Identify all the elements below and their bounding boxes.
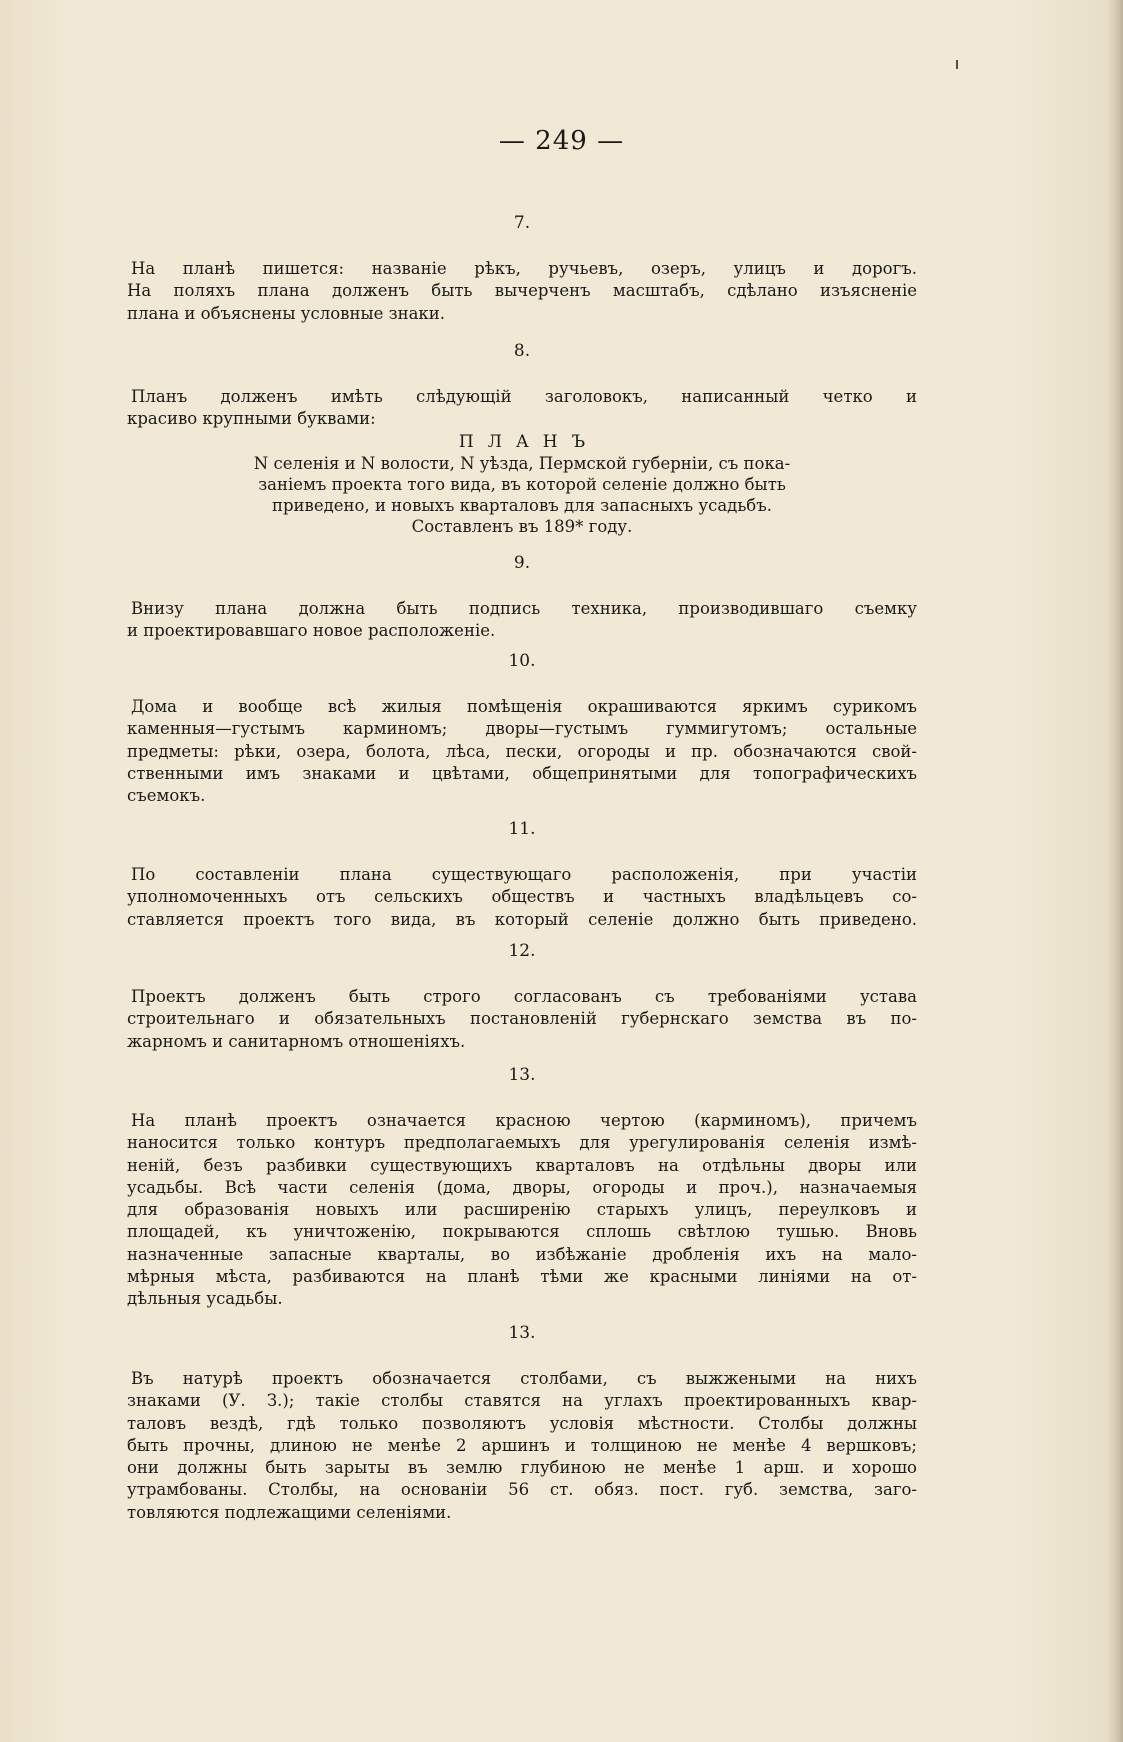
paragraph-line: ственными имъ знаками и цвѣтами, общепринятыми для топографическихъ xyxy=(127,763,917,783)
section-number: 12. xyxy=(508,941,536,961)
paragraph-line: и проектировавшаго новое расположеніе. xyxy=(127,621,496,641)
section-paragraph xyxy=(127,986,917,1053)
paragraph-line: товляются подлежащими селеніями. xyxy=(127,1502,452,1522)
paragraph-line: неній, безъ разбивки существующихъ кварталовъ на отдѣльны дворы или xyxy=(127,1155,917,1175)
paragraph-line: Проектъ долженъ быть строго согласованъ съ требованіями устава xyxy=(131,987,917,1006)
section-9 xyxy=(127,550,917,648)
section-12 xyxy=(127,938,917,1062)
paragraph-line: назначенные запасные кварталы, во избѣжаніе дробленія ихъ на мало- xyxy=(127,1244,917,1264)
paragraph-line: мѣрныя мѣста, разбиваются на планѣ тѣми же красными линіями на от- xyxy=(127,1267,917,1287)
paragraph-line: жарномъ и санитарномъ отношеніяхъ. xyxy=(127,1031,466,1051)
section-paragraph xyxy=(127,598,917,643)
section-paragraph xyxy=(127,864,917,931)
paragraph-line: По составленіи плана существующаго расположенія, при участіи xyxy=(131,865,917,884)
section-13-second xyxy=(127,1320,917,1524)
section-number: 13. xyxy=(508,1323,536,1343)
section-13 xyxy=(127,1062,917,1320)
paragraph-line: строительнаго и обязательныхъ постановленій губернскаго земства въ по- xyxy=(127,1009,917,1029)
document-body xyxy=(127,210,917,1524)
paragraph-line: для образованія новыхъ или расширенію старыхъ улицъ, переулковъ и xyxy=(127,1200,917,1220)
section-paragraph xyxy=(127,258,917,325)
section-number: 11. xyxy=(508,819,536,839)
paragraph-line: съемокъ. xyxy=(127,786,206,806)
paragraph-line: наносится только контуръ предполагаемыхъ для урегулированія селенія измѣ- xyxy=(127,1133,917,1153)
plan-heading: ПЛАНЪ xyxy=(458,431,600,452)
plan-heading-line: приведено, и новыхъ кварталовъ для запасныхъ усадьбъ. xyxy=(271,495,772,515)
paragraph-line: На поляхъ плана долженъ быть вычерченъ масштабъ, сдѣлано изъясненіе xyxy=(127,281,917,301)
section-number: 7. xyxy=(513,213,531,233)
paragraph-line: ставляется проектъ того вида, въ который селеніе должно быть приведено. xyxy=(127,909,917,929)
page-number: — 249 — xyxy=(498,126,625,156)
paragraph-line: Въ натурѣ проектъ обозначается столбами, съ выжжеными на нихъ xyxy=(131,1369,917,1388)
paragraph-line: На планѣ проектъ означается красною чертою (карминомъ), причемъ xyxy=(131,1111,917,1130)
section-paragraph xyxy=(127,696,917,807)
section-number: 8. xyxy=(513,341,531,361)
page-edge-shadow xyxy=(1107,0,1123,1742)
section-number: 10. xyxy=(508,651,536,671)
paragraph-line: предметы: рѣки, озера, болота, лѣса, пески, огороды и пр. обозначаются свой- xyxy=(127,741,917,761)
paragraph-line: Дома и вообще всѣ жилыя помѣщенія окрашиваются яркимъ сурикомъ xyxy=(131,697,917,716)
paragraph-line: они должны быть зарыты въ землю глубиною не менѣе 1 арш. и хорошо xyxy=(127,1458,917,1478)
paragraph-line: быть прочны, длиною не менѣе 2 аршинъ и толщиною не менѣе 4 вершковъ; xyxy=(127,1435,917,1455)
section-7 xyxy=(127,210,917,338)
paragraph-line: каменныя—густымъ карминомъ; дворы—густымъ гуммигутомъ; остальные xyxy=(127,719,917,739)
paragraph-line: знаками (У. З.); такіе столбы ставятся на углахъ проектированныхъ квар- xyxy=(127,1391,917,1411)
paragraph-line: утрамбованы. Столбы, на основаніи 56 ст. обяз. пост. губ. земства, заго- xyxy=(127,1480,917,1500)
paragraph-line: плана и объяснены условные знаки. xyxy=(127,303,445,323)
plan-heading-line: N селенія и N волости, N уѣзда, Пермской губерніи, съ пока- xyxy=(253,453,791,473)
paragraph-line: На планѣ пишется: названіе рѣкъ, ручьевъ, озеръ, улицъ и дорогъ. xyxy=(131,259,917,278)
section-paragraph xyxy=(127,1110,917,1311)
margin-mark xyxy=(956,60,958,69)
section-11 xyxy=(127,816,917,938)
section-10 xyxy=(127,648,917,816)
paragraph-line: Планъ долженъ имѣть слѣдующій заголовокъ, написанный четко и xyxy=(131,387,917,406)
section-paragraph xyxy=(127,1368,917,1524)
section-8 xyxy=(127,338,917,550)
paragraph-line: усадьбы. Всѣ части селенія (дома, дворы, огороды и проч.), назначаемыя xyxy=(127,1177,917,1197)
section-paragraph xyxy=(127,386,917,431)
paragraph-line: уполномоченныхъ отъ сельскихъ обществъ и частныхъ владѣльцевъ со- xyxy=(127,887,917,907)
section-number: 9. xyxy=(513,553,531,573)
plan-heading-line: заніемъ проекта того вида, въ которой селеніе должно быть xyxy=(258,474,786,494)
plan-heading-line: Составленъ въ 189* году. xyxy=(411,516,633,536)
paragraph-line: Внизу плана должна быть подпись техника, производившаго съемку xyxy=(131,599,917,618)
section-number: 13. xyxy=(508,1065,536,1085)
paragraph-line: дѣльныя усадьбы. xyxy=(127,1289,283,1309)
paragraph-line: площадей, къ уничтоженію, покрываются сплошь свѣтлою тушью. Вновь xyxy=(127,1222,917,1242)
paragraph-line: красиво крупными буквами: xyxy=(127,409,376,429)
paragraph-line: таловъ вездѣ, гдѣ только позволяютъ условія мѣстности. Столбы должны xyxy=(127,1413,917,1433)
